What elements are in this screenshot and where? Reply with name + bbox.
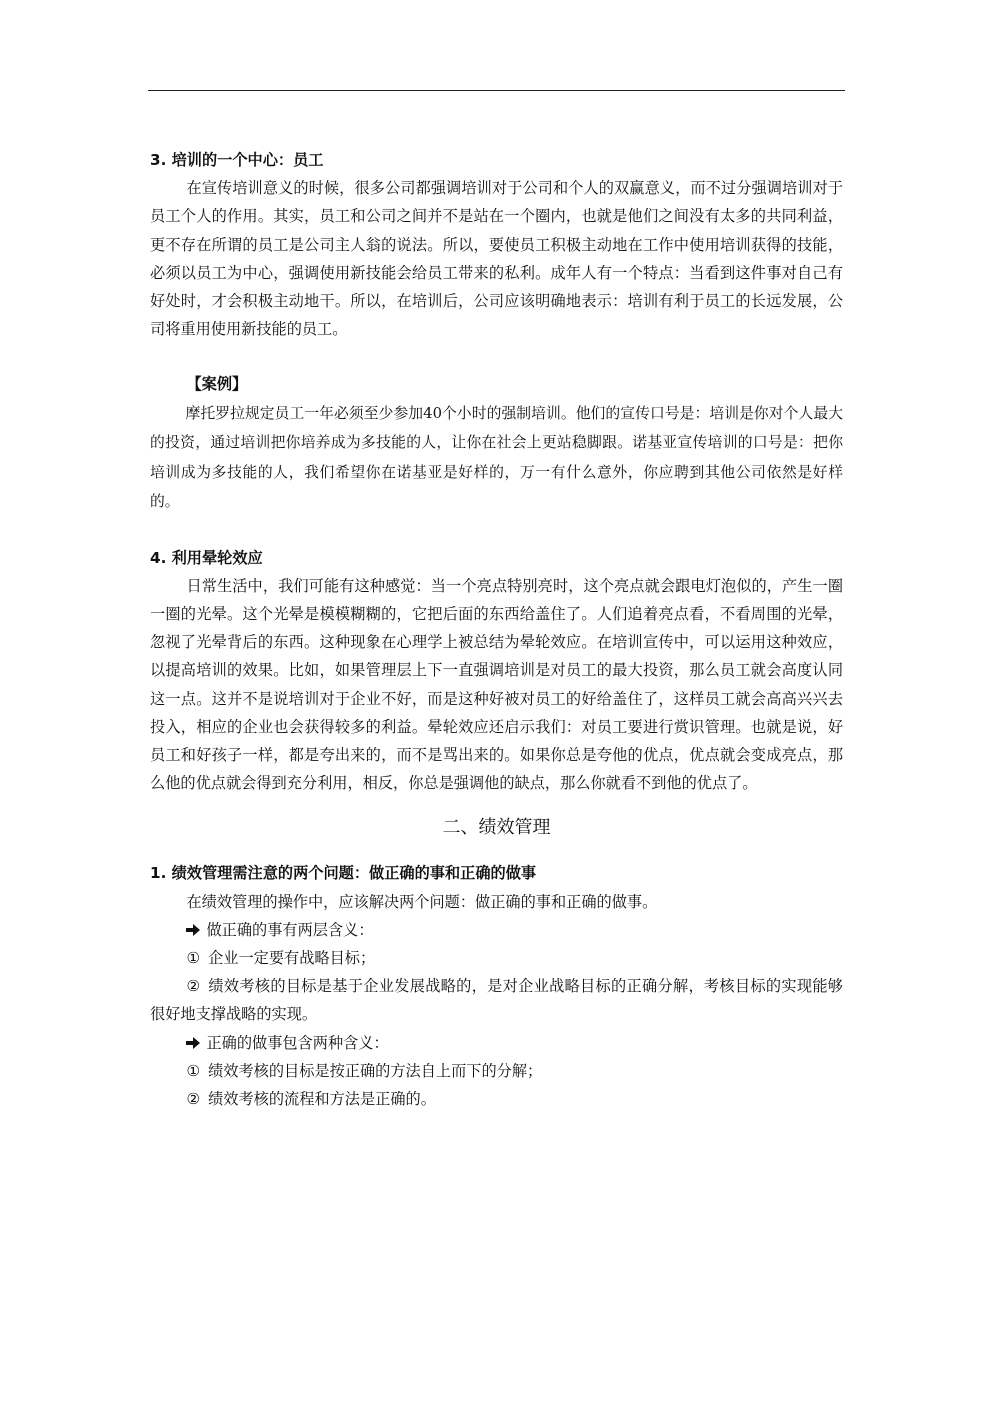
bullet-text: 做正确的事有两层含义：	[206, 920, 374, 939]
item-text: 企业一定要有战略目标；	[208, 949, 376, 968]
case-heading: 【案例】	[186, 375, 248, 394]
section-4-paragraph: 日常生活中，我们可能有这种感觉：当一个亮点特别亮时，这个亮点就会跟电灯泡似的，产生一圈一圈的光晕。这个光晕是模模糊糊的，它把后面的东西给盖住了。人们追着亮点看，不看周围的光晕，忽视了光晕背后的东西。这种现象在心理学上被总结为晕轮效应。在培训宣传中，可以运用这种效应，以提高培训的效果。比如，如果管理层上下一直强调培训是对员工的最大投资，那么员工就会高度认同这一点。这并不是说培训对于企业不好，而是这种好被对员工的好给盖住了，这样员工就会高高兴兴去投入，相应的企业也会获得较多的利益。晕轮效应还启示我们：对员工要进行赏识管理。也就是说，好员工和好孩子一样，都是夸出来的，而不是骂出来的。如果你总是夸他的优点，优点就会变成亮点，那么他的优点就会得到充分利用，相反，你总是强调他的缺点，那么你就看不到他的优点了。	[150, 576, 843, 793]
item-number: ②	[186, 1090, 201, 1109]
document-body	[150, 146, 843, 1113]
section-1-intro: 在绩效管理的操作中，应该解决两个问题：做正确的事和正确的做事。	[186, 892, 658, 911]
bullet-text: 正确的做事包含两种含义：	[206, 1033, 389, 1052]
section-1-heading: 1. 绩效管理需注意的两个问题：做正确的事和正确的做事	[150, 864, 537, 883]
item-number: ①	[186, 1061, 201, 1080]
section-3-heading: 3. 培训的一个中心：员工	[150, 151, 324, 169]
numbered-item	[150, 944, 843, 972]
case-paragraph: 摩托罗拉规定员工一年必须至少参加40个小时的强制培训。他们的宣传口号是：培训是你对个人最大的投资，通过培训把你培养成为多技能的人，让你在社会上更站稳脚跟。诺基亚宣传培训的口号是：把你培训成为多技能的人，我们希望你在诺基亚是好样的，万一有什么意外，你应聘到其他公司依然是好样的。	[150, 404, 843, 511]
numbered-item	[150, 1057, 843, 1085]
numbered-item	[150, 972, 843, 1028]
item-text: 绩效考核的流程和方法是正确的。	[208, 1090, 436, 1109]
arrow-right-icon	[186, 916, 200, 944]
bullet-item	[150, 1029, 843, 1057]
section-3-paragraph: 在宣传培训意义的时候，很多公司都强调培训对于公司和个人的双赢意义，而不过分强调培训对于员工个人的作用。其实，员工和公司之间并不是站在一个圈内，也就是他们之间没有太多的共同利益，更不存在所谓的员工是公司主人翁的说法。所以，要使员工积极主动地在工作中使用培训获得的技能，必须以员工为中心，强调使用新技能会给员工带来的私利。成年人有一个特点：当看到这件事对自己有好处时，才会积极主动地干。所以，在培训后，公司应该明确地表示：培训有利于员工的长远发展，公司将重用使用新技能的员工。	[150, 179, 843, 339]
item-number: ①	[186, 949, 201, 968]
bullet-item	[150, 916, 843, 944]
arrow-right-icon	[186, 1029, 200, 1057]
chapter-2-title: 二、绩效管理	[442, 817, 551, 839]
numbered-item	[150, 1085, 843, 1113]
header-rule	[148, 90, 845, 91]
section-4-heading: 4. 利用晕轮效应	[150, 548, 263, 567]
item-text: 绩效考核的目标是按正确的方法自上而下的分解；	[208, 1061, 543, 1080]
item-number: ②	[186, 977, 201, 996]
item-text: 绩效考核的目标是基于企业发展战略的，是对企业战略目标的正确分解，考核目标的实现能够很好地支撑战略的实现。	[150, 977, 843, 1024]
